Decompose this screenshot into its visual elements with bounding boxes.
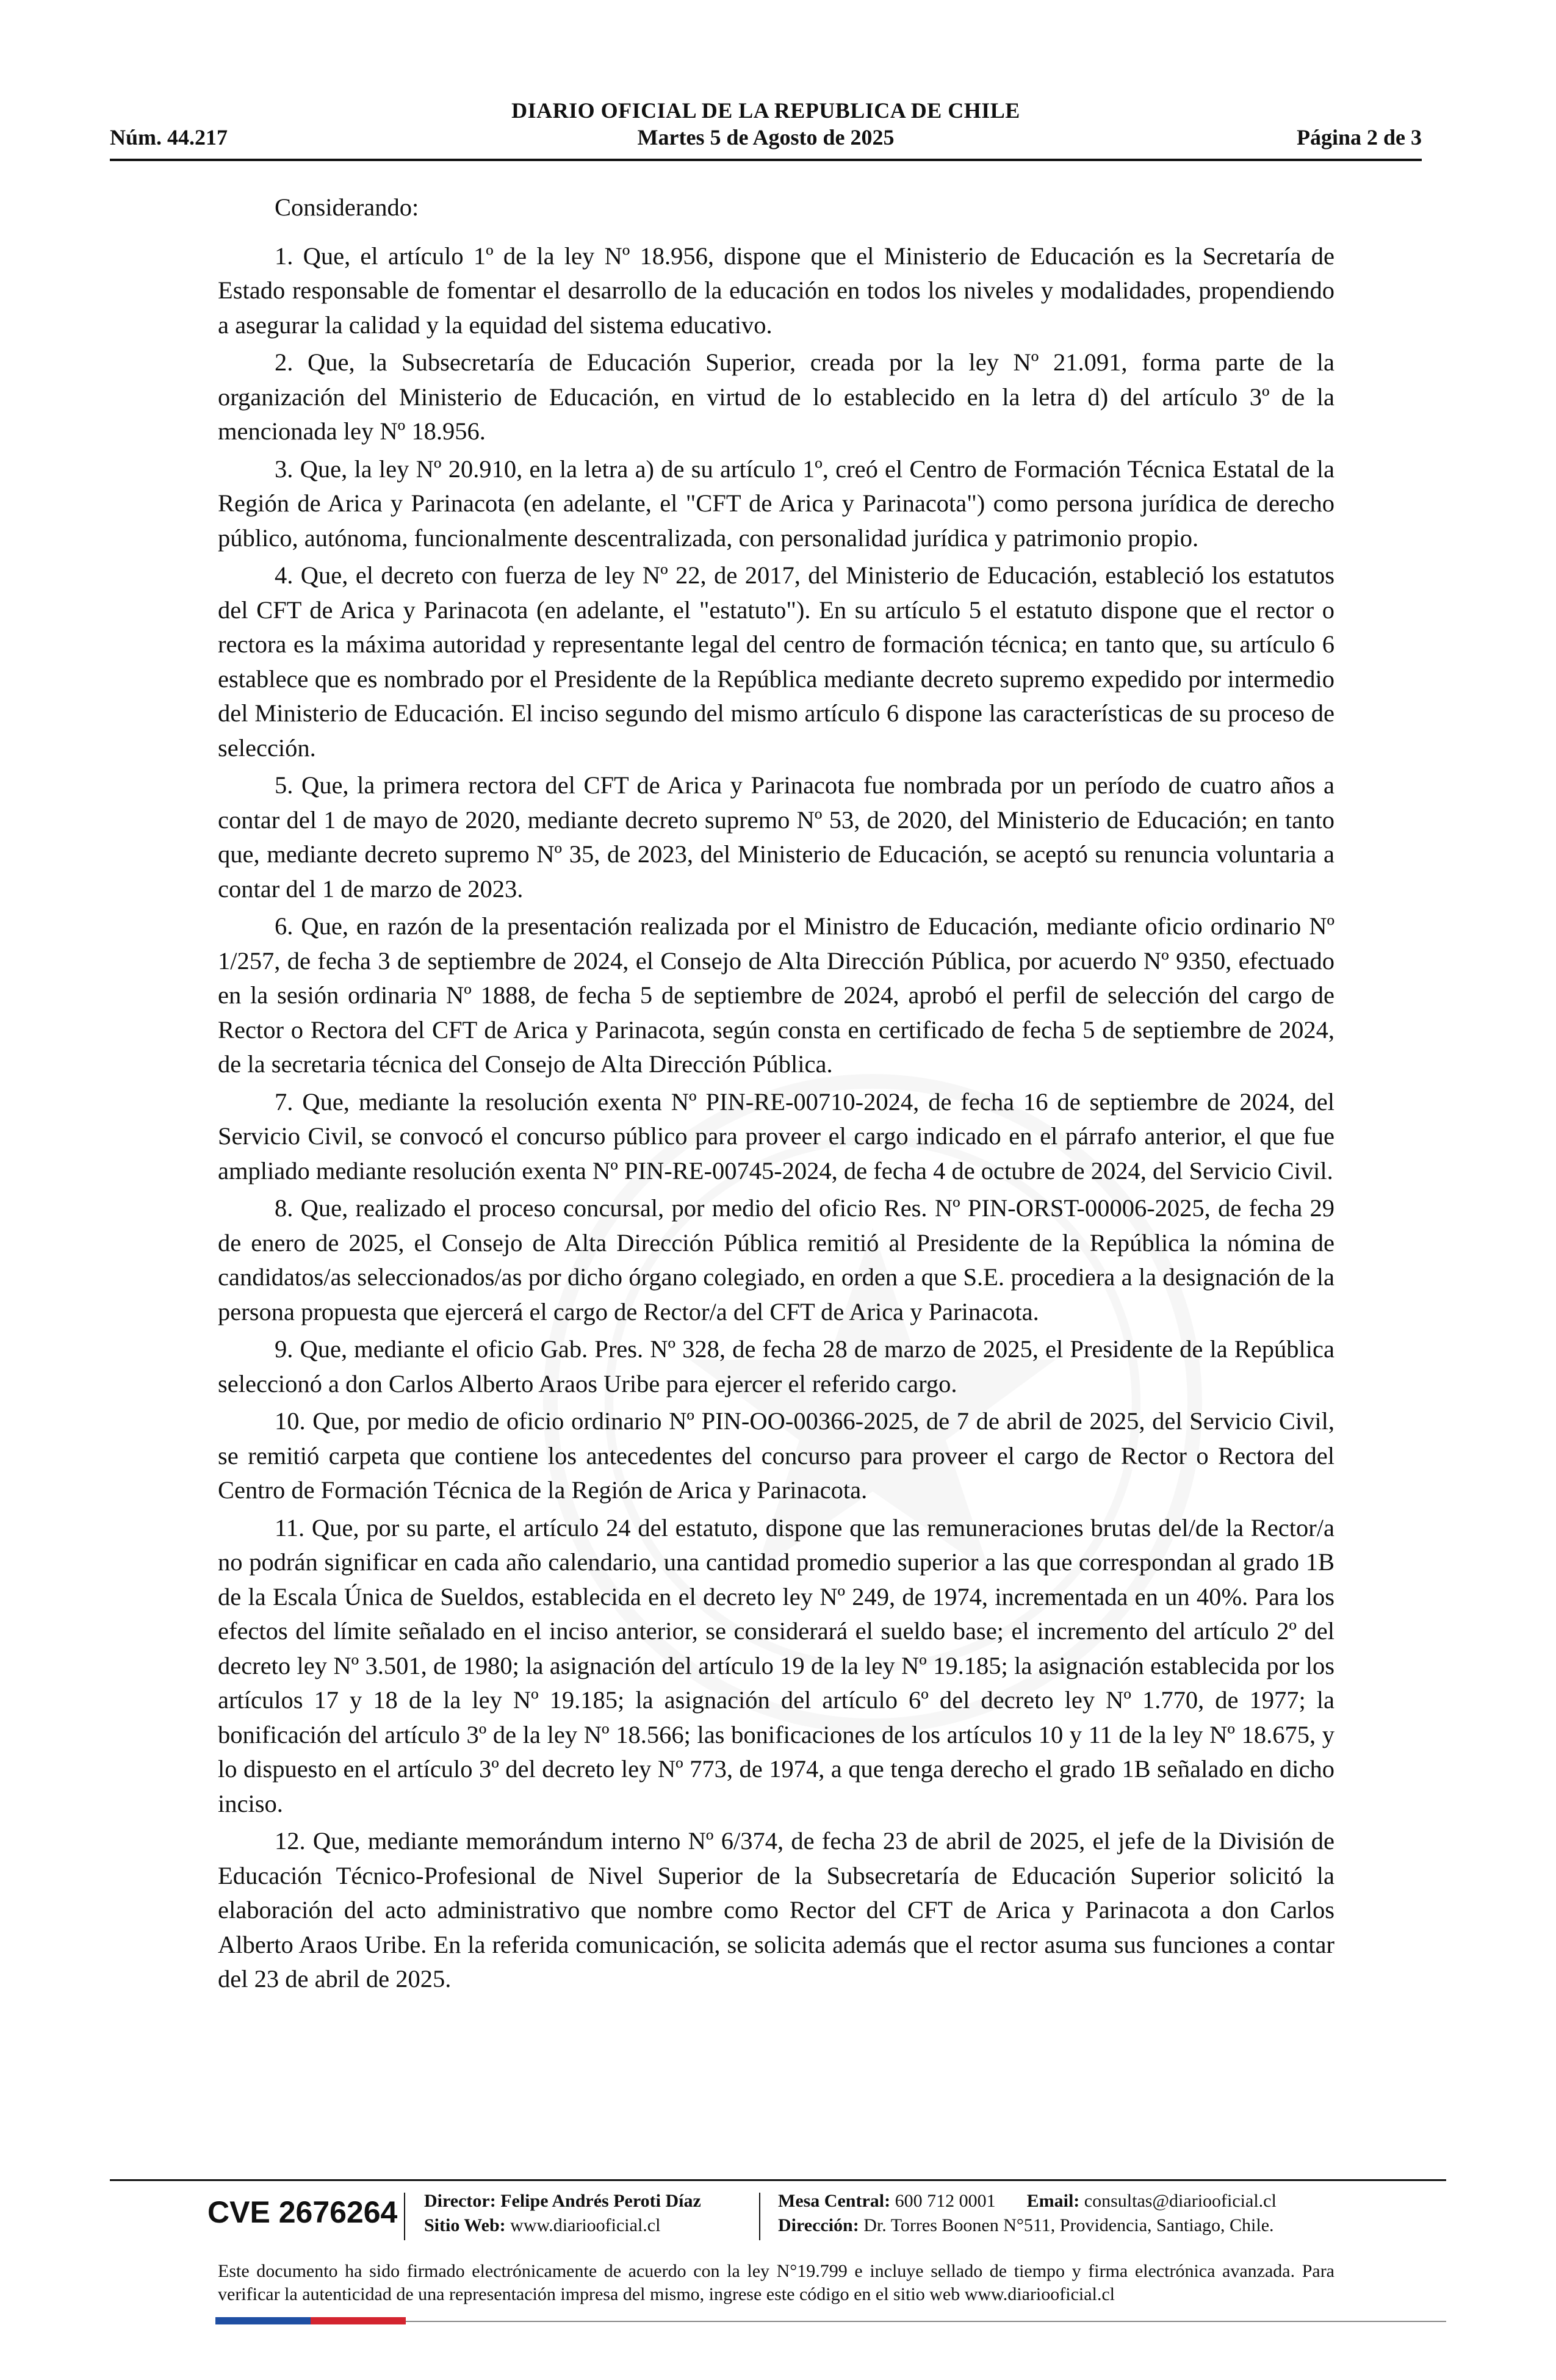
flag-blue-stripe bbox=[215, 2317, 311, 2324]
director-name: Felipe Andrés Peroti Díaz bbox=[500, 2191, 701, 2211]
paragraph-1: 1. Que, el artículo 1º de la ley Nº 18.956, dispone que el Ministerio de Educación es la Secretaría de Estado responsable de fomentar el desarrollo de la educación en todos los niveles y modalidades, propendiendo a asegurar la calidad y la equidad del sistema educativo. bbox=[218, 242, 1334, 339]
director-label: Director: bbox=[424, 2191, 496, 2211]
electronic-signature-note: Este documento ha sido firmado electrónicamente de acuerdo con la ley N°19.799 e incluye sellado de tiempo y firma electrónica avanzada. Para verificar la autenticidad de una representación impresa del mismo, ingrese este código en el sitio web www.diariooficial.cl bbox=[218, 2261, 1334, 2304]
footer-contact-block bbox=[778, 2189, 1277, 2238]
bottom-rule bbox=[406, 2321, 1446, 2322]
address-line bbox=[778, 2213, 1277, 2238]
footer-director-block bbox=[424, 2189, 701, 2238]
paragraph-8: 8. Que, realizado el proceso concursal, por medio del oficio Res. Nº PIN-ORST-00006-2025, de fecha 29 de enero de 2025, el Consejo de Alta Dirección Pública remitió al Presidente de la República la nómina de candidatos/as seleccionados/as por dicho órgano colegiado, en orden a que S.E. procediera a la designación de la persona propuesta que ejercerá el cargo de Rector/a del CFT de Arica y Parinacota. bbox=[218, 1194, 1334, 1325]
paragraph-9: 9. Que, mediante el oficio Gab. Pres. Nº 328, de fecha 28 de marzo de 2025, el Presidente de la República seleccionó a don Carlos Alberto Araos Uribe para ejercer el referido cargo. bbox=[218, 1335, 1334, 1397]
director-line bbox=[424, 2189, 701, 2213]
cve-code: CVE 2676264 bbox=[207, 2195, 398, 2229]
mesa-value: 600 712 0001 bbox=[895, 2191, 996, 2211]
footer-separator bbox=[759, 2193, 760, 2240]
footer-separator bbox=[404, 2193, 405, 2240]
page-indicator: Página 2 de 3 bbox=[1296, 125, 1422, 150]
email-label: Email: bbox=[1026, 2191, 1080, 2211]
address-value: Dr. Torres Boonen N°511, Providencia, Santiago, Chile. bbox=[863, 2215, 1274, 2235]
paragraph-5: 5. Que, la primera rectora del CFT de Arica y Parinacota fue nombrada por un período de cuatro años a contar del 1 de mayo de 2020, mediante decreto supremo Nº 53, de 2020, del Ministerio de Educación; en tanto que, mediante decreto supremo Nº 35, de 2023, del Ministerio de Educación, se aceptó su renuncia voluntaria a contar del 1 de marzo de 2023. bbox=[218, 771, 1334, 903]
address-label: Dirección: bbox=[778, 2215, 859, 2235]
site-line bbox=[424, 2213, 701, 2238]
issue-date: Martes 5 de Agosto de 2025 bbox=[637, 125, 895, 150]
paragraph-2: 2. Que, la Subsecretaría de Educación Superior, creada por la ley Nº 21.091, forma parte de la organización del Ministerio de Educación, en virtud de lo establecido en la letra d) del artículo 3º de la mencionada ley Nº 18.956. bbox=[218, 348, 1334, 445]
page-footer bbox=[110, 2188, 1446, 2255]
issue-number: Núm. 44.217 bbox=[110, 125, 228, 150]
flag-red-stripe bbox=[311, 2317, 406, 2324]
paragraph-10: 10. Que, por medio de oficio ordinario Nº PIN-OO-00366-2025, de 7 de abril de 2025, del Servicio Civil, se remitió carpeta que contiene los antecedentes del concurso para proveer el cargo de Rector o Rectora del Centro de Formación Técnica de la Región de Arica y Parinacota. bbox=[218, 1407, 1334, 1504]
site-label: Sitio Web: bbox=[424, 2215, 506, 2235]
document-body bbox=[218, 190, 1334, 2000]
mesa-label: Mesa Central: bbox=[778, 2191, 891, 2211]
paragraph-7: 7. Que, mediante la resolución exenta Nº PIN-RE-00710-2024, de fecha 16 de septiembre de 2024, del Servicio Civil, se convocó el concurso público para proveer el cargo indicado en el párrafo anterior, el que fue ampliado mediante resolución exenta Nº PIN-RE-00745-2024, de fecha 4 de octubre de 2024, del Servicio Civil. bbox=[218, 1087, 1334, 1185]
email-link[interactable]: consultas@diariooficial.cl bbox=[1084, 2191, 1277, 2211]
flag-bar bbox=[215, 2317, 406, 2324]
considerando-heading: Considerando: bbox=[275, 193, 419, 221]
page-header bbox=[110, 98, 1422, 161]
footer-divider bbox=[110, 2179, 1446, 2181]
paragraph-4: 4. Que, el decreto con fuerza de ley Nº 22, de 2017, del Ministerio de Educación, estableció los estatutos del CFT de Arica y Parinacota (en adelante, el "estatuto"). En su artículo 5 el estatuto dispone que el rector o rectora es la máxima autoridad y representante legal del centro de formación técnica; en tanto que, su artículo 6 establece que es nombrado por el Presidente de la República mediante decreto supremo expedido por intermedio del Ministerio de Educación. El inciso segundo del mismo artículo 6 dispone las características de su proceso de selección. bbox=[218, 561, 1334, 762]
paragraph-6: 6. Que, en razón de la presentación realizada por el Ministro de Educación, mediante oficio ordinario Nº 1/257, de fecha 3 de septiembre de 2024, el Consejo de Alta Dirección Pública, por acuerdo Nº 9350, efectuado en la sesión ordinaria Nº 1888, de fecha 5 de septiembre de 2024, aprobó el perfil de selección del cargo de Rector o Rectora del CFT de Arica y Parinacota, según consta en certificado de fecha 5 de septiembre de 2024, de la secretaria técnica del Consejo de Alta Dirección Pública. bbox=[218, 912, 1334, 1078]
site-link[interactable]: www.diariooficial.cl bbox=[510, 2215, 661, 2235]
paragraph-11: 11. Que, por su parte, el artículo 24 del estatuto, dispone que las remuneraciones brutas del/de la Rector/a no podrán significar en cada año calendario, una cantidad promedio superior a las que correspondan al grado 1B de la Escala Única de Sueldos, establecida en el decreto ley Nº 249, de 1974, incrementada en un 40%. Para los efectos del límite señalado en el inciso anterior, se considerará el sueldo base; el incremento del artículo 2º del decreto ley Nº 3.501, de 1980; la asignación del artículo 19 de la ley Nº 19.185; la asignación establecida por los artículos 17 y 18 de la ley Nº 19.185; la asignación del artículo 6º del decreto ley Nº 1.770, de 1977; la bonificación del artículo 3º de la ley Nº 18.566; las bonificaciones de los artículos 10 y 11 de la ley Nº 18.675, y lo dispuesto en el artículo 3º del decreto ley Nº 773, de 1974, a que tenga derecho el grado 1B señalado en dicho inciso. bbox=[218, 1513, 1334, 1817]
gazette-title: DIARIO OFICIAL DE LA REPUBLICA DE CHILE bbox=[511, 98, 1020, 123]
paragraph-12: 12. Que, mediante memorándum interno Nº 6/374, de fecha 23 de abril de 2025, el jefe de la División de Educación Técnico-Profesional de Nivel Superior de la Subsecretaría de Educación Superior solicitó la elaboración del acto administrativo que nombre como Rector del CFT de Arica y Parinacota a don Carlos Alberto Araos Uribe. En la referida comunicación, se solicita además que el rector asuma sus funciones a contar del 23 de abril de 2025. bbox=[218, 1827, 1334, 1992]
paragraph-3: 3. Que, la ley Nº 20.910, en la letra a) de su artículo 1º, creó el Centro de Formación Técnica Estatal de la Región de Arica y Parinacota (en adelante, el "CFT de Arica y Parinacota") como persona jurídica de derecho público, autónoma, funcionalmente descentralizada, con personalidad jurídica y patrimonio propio. bbox=[218, 455, 1334, 552]
contact-line bbox=[778, 2189, 1277, 2213]
